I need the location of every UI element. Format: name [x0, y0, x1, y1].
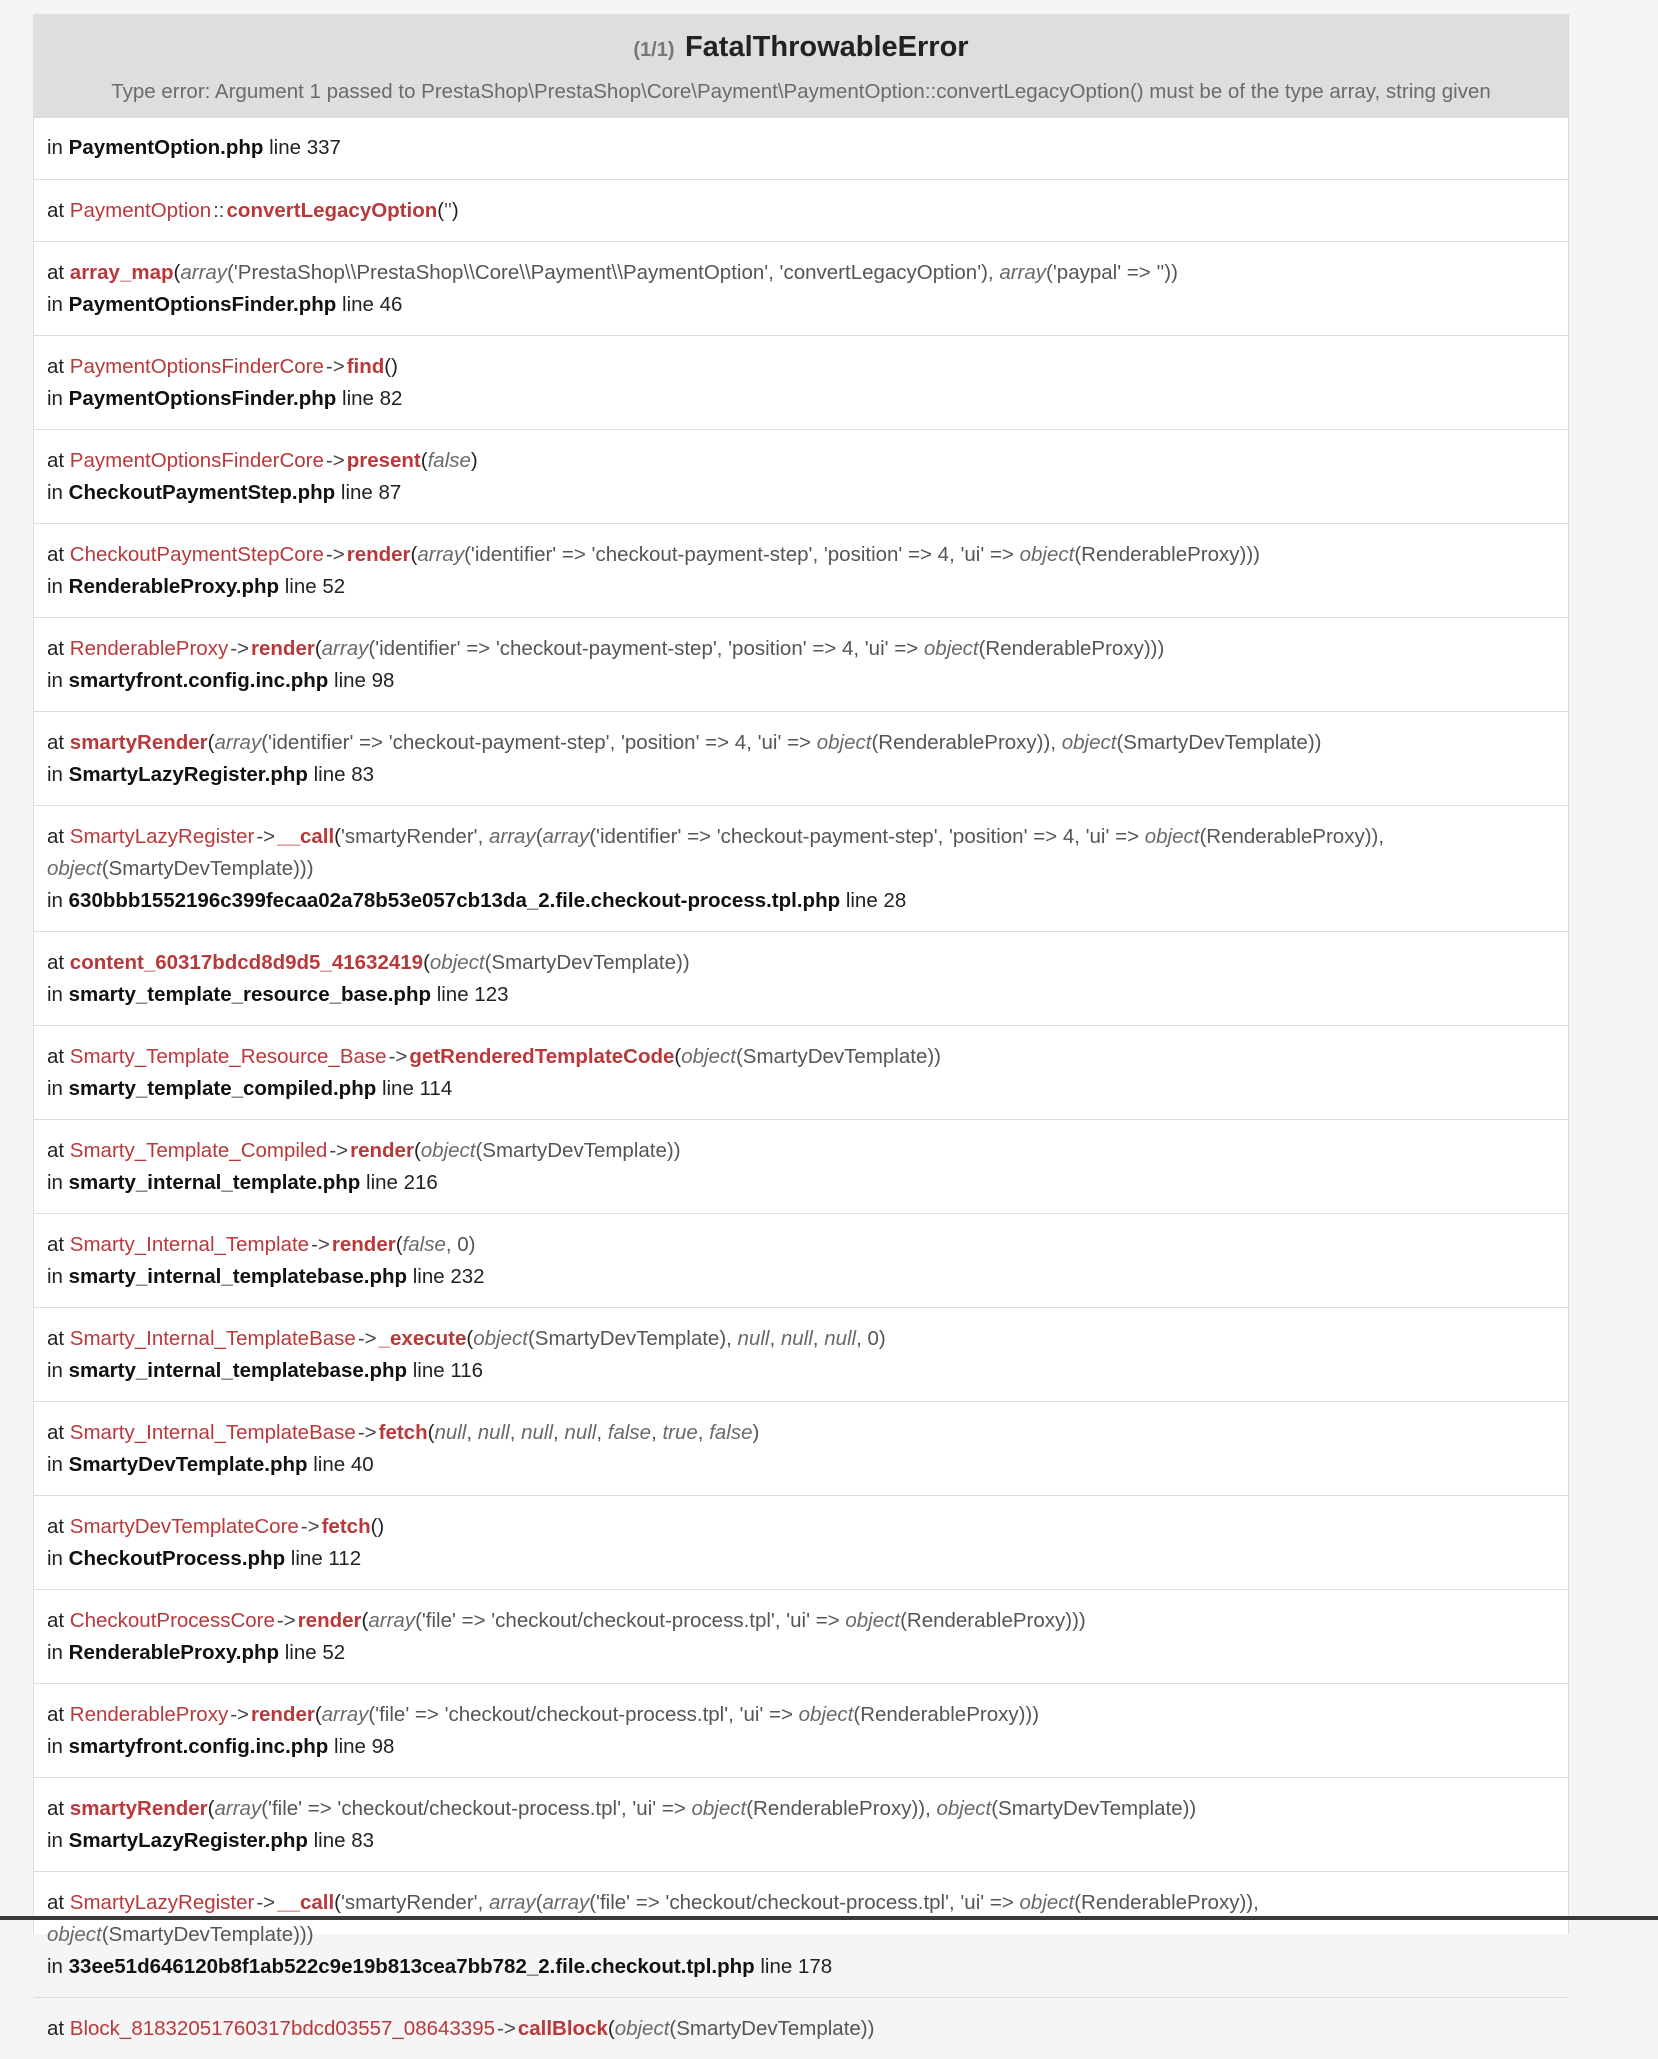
at-label: at: [47, 1045, 70, 1068]
trace-frame: [34, 1871, 1568, 1997]
frame-separator: ->: [357, 1421, 377, 1444]
frame-call: [47, 1041, 1555, 1073]
in-label: in: [47, 387, 69, 410]
frame-separator: ->: [497, 2017, 516, 2040]
frame-line: line 112: [285, 1547, 362, 1570]
frame-open-paren: (: [334, 1891, 341, 1914]
frame-call: [47, 1605, 1555, 1637]
frame-call: [47, 539, 1555, 571]
in-label: in: [47, 669, 69, 692]
frame-call: [47, 351, 1555, 383]
at-label: at: [47, 261, 70, 284]
trace-frame: [34, 1119, 1568, 1213]
frame-class: RenderableProxy: [69, 637, 229, 660]
frame-class: PaymentOption: [69, 199, 212, 222]
frame-args: object(SmartyDevTemplate)): [614, 2017, 875, 2040]
at-label: at: [47, 355, 70, 378]
frame-args: object(SmartyDevTemplate)): [429, 951, 690, 974]
frame-location: [47, 1261, 1555, 1293]
frame-line: line 114: [376, 1077, 453, 1100]
frame-args: array('file' => 'checkout/checkout-process.tpl', 'ui' => object(RenderableProxy))): [321, 1703, 1040, 1726]
frame-open-paren: (: [207, 731, 215, 754]
trace-frame: [34, 711, 1568, 805]
frame-line: line 178: [754, 1955, 833, 1978]
frame-function: find: [346, 355, 385, 378]
frame-function: render: [251, 637, 315, 660]
frame-class: SmartyLazyRegister: [69, 825, 255, 848]
frame-file: smartyfront.config.inc.php: [68, 669, 329, 692]
in-label: in: [47, 1359, 69, 1382]
frame-file: smarty_template_compiled.php: [68, 1077, 377, 1100]
frame-line: line 40: [307, 1453, 374, 1476]
at-label: at: [47, 1515, 70, 1538]
trace-frame: [34, 1997, 1568, 2059]
frame-open-paren: (: [466, 1327, 474, 1350]
frame-line: line 82: [336, 387, 403, 410]
frame-class: CheckoutProcessCore: [69, 1609, 275, 1632]
frame-file: PaymentOptionsFinder.php: [68, 293, 337, 316]
frame-open-paren: (: [384, 355, 392, 378]
frame-line: line 216: [360, 1171, 438, 1194]
frame-file: CheckoutProcess.php: [68, 1547, 286, 1570]
in-label: in: [47, 1265, 69, 1288]
frame-call: [47, 1417, 1555, 1449]
frame-file: SmartyLazyRegister.php: [68, 1829, 308, 1852]
frame-location: [47, 289, 1555, 321]
frame-line: line 52: [279, 575, 346, 598]
frame-file: 33ee51d646120b8f1ab522c9e19b813cea7bb782_2.file.checkout.tpl.php: [68, 1955, 755, 1978]
trace-frame: [34, 617, 1568, 711]
frame-line: line 52: [279, 1641, 346, 1664]
exception-panel: [33, 14, 1569, 2040]
frame-file: RenderableProxy.php: [68, 575, 280, 598]
frame-function: present: [346, 449, 421, 472]
bottom-scroll-edge: [0, 1916, 1658, 1920]
at-label: at: [47, 637, 70, 660]
frame-args: array('identifier' => 'checkout-payment-step', 'position' => 4, 'ui' => object(RenderableProxy)), object(SmartyDevTemplate)): [214, 731, 1322, 754]
frame-line: line 83: [307, 763, 375, 786]
frame-function: render: [350, 1139, 414, 1162]
trace-frame: [34, 805, 1568, 931]
frame-close-paren: ): [377, 1515, 385, 1538]
frame-class: Smarty_Internal_Template: [69, 1233, 310, 1256]
frame-function: callBlock: [517, 2017, 608, 2040]
frame-args: array('file' => 'checkout/checkout-process.tpl', 'ui' => object(RenderableProxy))): [368, 1609, 1086, 1632]
frame-function: __call: [277, 1891, 335, 1914]
frame-separator: ->: [276, 1609, 296, 1632]
frame-args: 'smartyRender', array(array('identifier' => 'checkout-payment-step', 'position' => 4, 'ui' => object(RenderableProxy)), object(SmartyDevTemplate))): [47, 825, 1385, 880]
frame-location: [47, 1951, 1555, 1983]
at-label: at: [47, 825, 70, 848]
frame-function: render: [251, 1703, 315, 1726]
at-label: at: [47, 1891, 70, 1914]
frame-location: [47, 759, 1555, 791]
in-label: in: [47, 1077, 69, 1100]
frame-line: line 98: [328, 669, 395, 692]
in-label: in: [47, 763, 69, 786]
at-label: at: [47, 1233, 70, 1256]
frame-function: fetch: [321, 1515, 371, 1538]
at-label: at: [47, 1327, 70, 1350]
frame-open-paren: (: [420, 449, 428, 472]
frame-line: line 232: [407, 1265, 485, 1288]
frame-args: false, 0): [402, 1233, 476, 1256]
trace-frame: [34, 1025, 1568, 1119]
trace-frame: [34, 335, 1568, 429]
trace-frame: [34, 1213, 1568, 1307]
frame-line: line 98: [328, 1735, 395, 1758]
frame-separator: ->: [300, 1515, 320, 1538]
frame-call: [47, 1793, 1555, 1825]
frame-open-paren: (: [437, 199, 445, 222]
frame-line: line 46: [336, 293, 403, 316]
at-label: at: [47, 731, 70, 754]
frame-separator: ->: [325, 449, 345, 472]
frame-file: SmartyDevTemplate.php: [68, 1453, 308, 1476]
in-label: in: [47, 575, 69, 598]
in-label: in: [47, 1171, 69, 1194]
in-label: in: [47, 1829, 69, 1852]
frame-function: array_map: [69, 261, 174, 284]
frame-args: false: [427, 449, 471, 472]
frame-separator: ->: [256, 825, 276, 848]
frame-class: CheckoutPaymentStepCore: [69, 543, 324, 566]
frame-open-paren: (: [314, 637, 322, 660]
at-label: at: [47, 1139, 70, 1162]
frame-call: [47, 445, 1555, 477]
frame-args: object(SmartyDevTemplate)): [681, 1045, 942, 1068]
frame-file: smartyfront.config.inc.php: [68, 1735, 329, 1758]
frame-call: [47, 2013, 1555, 2045]
at-label: at: [47, 199, 70, 222]
frame-args: 'smartyRender', array(array('file' => 'checkout/checkout-process.tpl', 'ui' => object(RenderableProxy)), object(SmartyDevTemplate))): [47, 1891, 1259, 1946]
frame-location: [47, 1543, 1555, 1575]
trace-frame: [34, 931, 1568, 1025]
trace-frame-origin: [34, 117, 1568, 179]
frame-file: SmartyLazyRegister.php: [68, 763, 308, 786]
frame-call: [47, 257, 1555, 289]
at-label: at: [47, 2017, 70, 2040]
stack-trace: [34, 117, 1568, 2059]
at-label: at: [47, 1703, 70, 1726]
frame-open-paren: (: [314, 1703, 322, 1726]
frame-function: fetch: [378, 1421, 428, 1444]
frame-class: PaymentOptionsFinderCore: [69, 355, 324, 378]
frame-open-paren: (: [423, 951, 430, 974]
frame-args: object(SmartyDevTemplate)): [420, 1139, 681, 1162]
frame-function: render: [346, 543, 411, 566]
frame-location: [47, 1637, 1555, 1669]
frame-location: [47, 1073, 1555, 1105]
frame-file: PaymentOptionsFinder.php: [68, 387, 337, 410]
frame-function: render: [297, 1609, 362, 1632]
frame-open-paren: (: [207, 1797, 215, 1820]
frame-args: array('identifier' => 'checkout-payment-step', 'position' => 4, 'ui' => object(RenderableProxy))): [321, 637, 1165, 660]
frame-open-paren: (: [410, 543, 418, 566]
frame-file: 630bbb1552196c399fecaa02a78b53e057cb13da_2.file.checkout-process.tpl.php: [68, 889, 841, 912]
in-label: in: [47, 983, 69, 1006]
frame-call: [47, 727, 1555, 759]
in-label: in: [47, 1955, 69, 1978]
trace-frame: [34, 241, 1568, 335]
trace-frame: [34, 1683, 1568, 1777]
at-label: at: [47, 951, 70, 974]
frame-function: render: [331, 1233, 396, 1256]
frame-file: PaymentOption.php: [68, 136, 264, 159]
frame-line: line 87: [335, 481, 402, 504]
frame-class: Smarty_Template_Resource_Base: [69, 1045, 387, 1068]
frame-open-paren: (: [395, 1233, 403, 1256]
frame-separator: ->: [230, 637, 250, 660]
frame-class: RenderableProxy: [69, 1703, 229, 1726]
frame-open-paren: (: [334, 825, 341, 848]
in-label: in: [47, 889, 69, 912]
frame-separator: ->: [325, 355, 345, 378]
exception-title: [34, 29, 1568, 70]
frame-call: [47, 1135, 1555, 1167]
frame-open-paren: (: [361, 1609, 369, 1632]
frame-line: line 123: [431, 983, 509, 1006]
frame-call: [47, 1229, 1555, 1261]
frame-function: convertLegacyOption: [226, 199, 438, 222]
frame-function: smartyRender: [69, 1797, 208, 1820]
frame-separator: ->: [230, 1703, 250, 1726]
frame-location: [47, 979, 1555, 1011]
frame-line: line 337: [269, 136, 341, 159]
trace-frame: [34, 1307, 1568, 1401]
at-label: at: [47, 1421, 70, 1444]
frame-call: [47, 821, 1555, 885]
frame-close-paren: ): [470, 449, 478, 472]
frame-class: SmartyDevTemplateCore: [69, 1515, 299, 1538]
frame-call: [47, 1699, 1555, 1731]
frame-file: smarty_internal_template.php: [68, 1171, 361, 1194]
frame-args: '': [444, 199, 452, 222]
frame-location: [47, 383, 1555, 415]
frame-args: object(SmartyDevTemplate), null, null, null, 0): [473, 1327, 886, 1350]
frame-separator: ->: [388, 1045, 408, 1068]
frame-class: PaymentOptionsFinderCore: [69, 449, 324, 472]
frame-call: [47, 947, 1555, 979]
trace-frame: [34, 1401, 1568, 1495]
in-label: in: [47, 1641, 69, 1664]
frame-line: line 116: [407, 1359, 484, 1382]
frame-args: null, null, null, null, false, true, false): [434, 1421, 760, 1444]
frame-class: Smarty_Template_Compiled: [69, 1139, 328, 1162]
in-label: in: [47, 293, 69, 316]
frame-location: [47, 1355, 1555, 1387]
frame-file: smarty_internal_templatebase.php: [68, 1359, 408, 1382]
frame-location: [47, 477, 1555, 509]
frame-line: line 28: [840, 889, 907, 912]
exception-message: Type error: Argument 1 passed to PrestaShop\PrestaShop\Core\Payment\PaymentOption::convertLegacyOption() must be of the type array, string given: [111, 80, 1491, 103]
frame-location: [47, 1449, 1555, 1481]
in-label: in: [47, 1735, 69, 1758]
frame-file: CheckoutPaymentStep.php: [68, 481, 336, 504]
frame-open-paren: (: [173, 261, 181, 284]
exception-class: FatalThrowableError: [684, 31, 969, 63]
frame-open-paren: (: [413, 1139, 421, 1162]
at-label: at: [47, 543, 70, 566]
frame-class: Smarty_Internal_TemplateBase: [69, 1327, 356, 1350]
at-label: at: [47, 1797, 70, 1820]
frame-call: [47, 1323, 1555, 1355]
in-label: in: [47, 1453, 69, 1476]
frame-function: smartyRender: [69, 731, 208, 754]
trace-frame: [34, 179, 1568, 241]
frame-location: [47, 1731, 1555, 1763]
frame-function: content_60317bdcd8d9d5_41632419: [69, 951, 424, 974]
frame-call: [47, 1511, 1555, 1543]
frame-separator: ->: [329, 1139, 349, 1162]
frame-class: Block_81832051760317bdcd03557_08643395: [69, 2017, 496, 2040]
frame-separator: ->: [357, 1327, 377, 1350]
frame-call: [47, 633, 1555, 665]
frame-separator: ::: [213, 199, 225, 222]
frame-file: smarty_internal_templatebase.php: [68, 1265, 408, 1288]
trace-frame: [34, 429, 1568, 523]
exception-header: [34, 14, 1568, 117]
frame-args: array('PrestaShop\\PrestaShop\\Core\\Payment\\PaymentOption', 'convertLegacyOption'), array('paypal' => '')): [180, 261, 1178, 284]
frame-close-paren: ): [391, 355, 398, 378]
frame-separator: ->: [325, 543, 345, 566]
trace-frame: [34, 1589, 1568, 1683]
at-label: at: [47, 1609, 70, 1632]
frame-file: smarty_template_resource_base.php: [68, 983, 431, 1006]
in-label: in: [47, 1547, 69, 1570]
frame-class: Smarty_Internal_TemplateBase: [69, 1421, 356, 1444]
in-label: in: [47, 136, 63, 159]
frame-open-paren: (: [674, 1045, 682, 1068]
trace-frame: [34, 523, 1568, 617]
frame-args: array('file' => 'checkout/checkout-process.tpl', 'ui' => object(RenderableProxy)), object(SmartyDevTemplate)): [214, 1797, 1197, 1820]
frame-function: _execute: [378, 1327, 467, 1350]
frame-location: [47, 885, 1555, 917]
frame-location: [47, 571, 1555, 603]
frame-close-paren: ): [451, 199, 459, 222]
trace-frame: [34, 1495, 1568, 1589]
frame-open-paren: (: [370, 1515, 378, 1538]
in-label: in: [47, 481, 69, 504]
frame-separator: ->: [311, 1233, 330, 1256]
exception-count: (1/1): [633, 39, 675, 61]
frame-line: line 83: [307, 1829, 375, 1852]
frame-location: [47, 665, 1555, 697]
frame-location: [47, 1825, 1555, 1857]
frame-separator: ->: [256, 1891, 276, 1914]
trace-frame: [34, 1777, 1568, 1871]
frame-open-paren: (: [607, 2017, 615, 2040]
frame-function: __call: [277, 825, 335, 848]
frame-file: RenderableProxy.php: [68, 1641, 280, 1664]
at-label: at: [47, 449, 70, 472]
frame-function: getRenderedTemplateCode: [409, 1045, 675, 1068]
frame-args: array('identifier' => 'checkout-payment-step', 'position' => 4, 'ui' => object(RenderableProxy))): [417, 543, 1261, 566]
frame-location: [47, 1167, 1555, 1199]
frame-class: SmartyLazyRegister: [69, 1891, 255, 1914]
frame-open-paren: (: [427, 1421, 435, 1444]
frame-call: [47, 195, 1555, 227]
